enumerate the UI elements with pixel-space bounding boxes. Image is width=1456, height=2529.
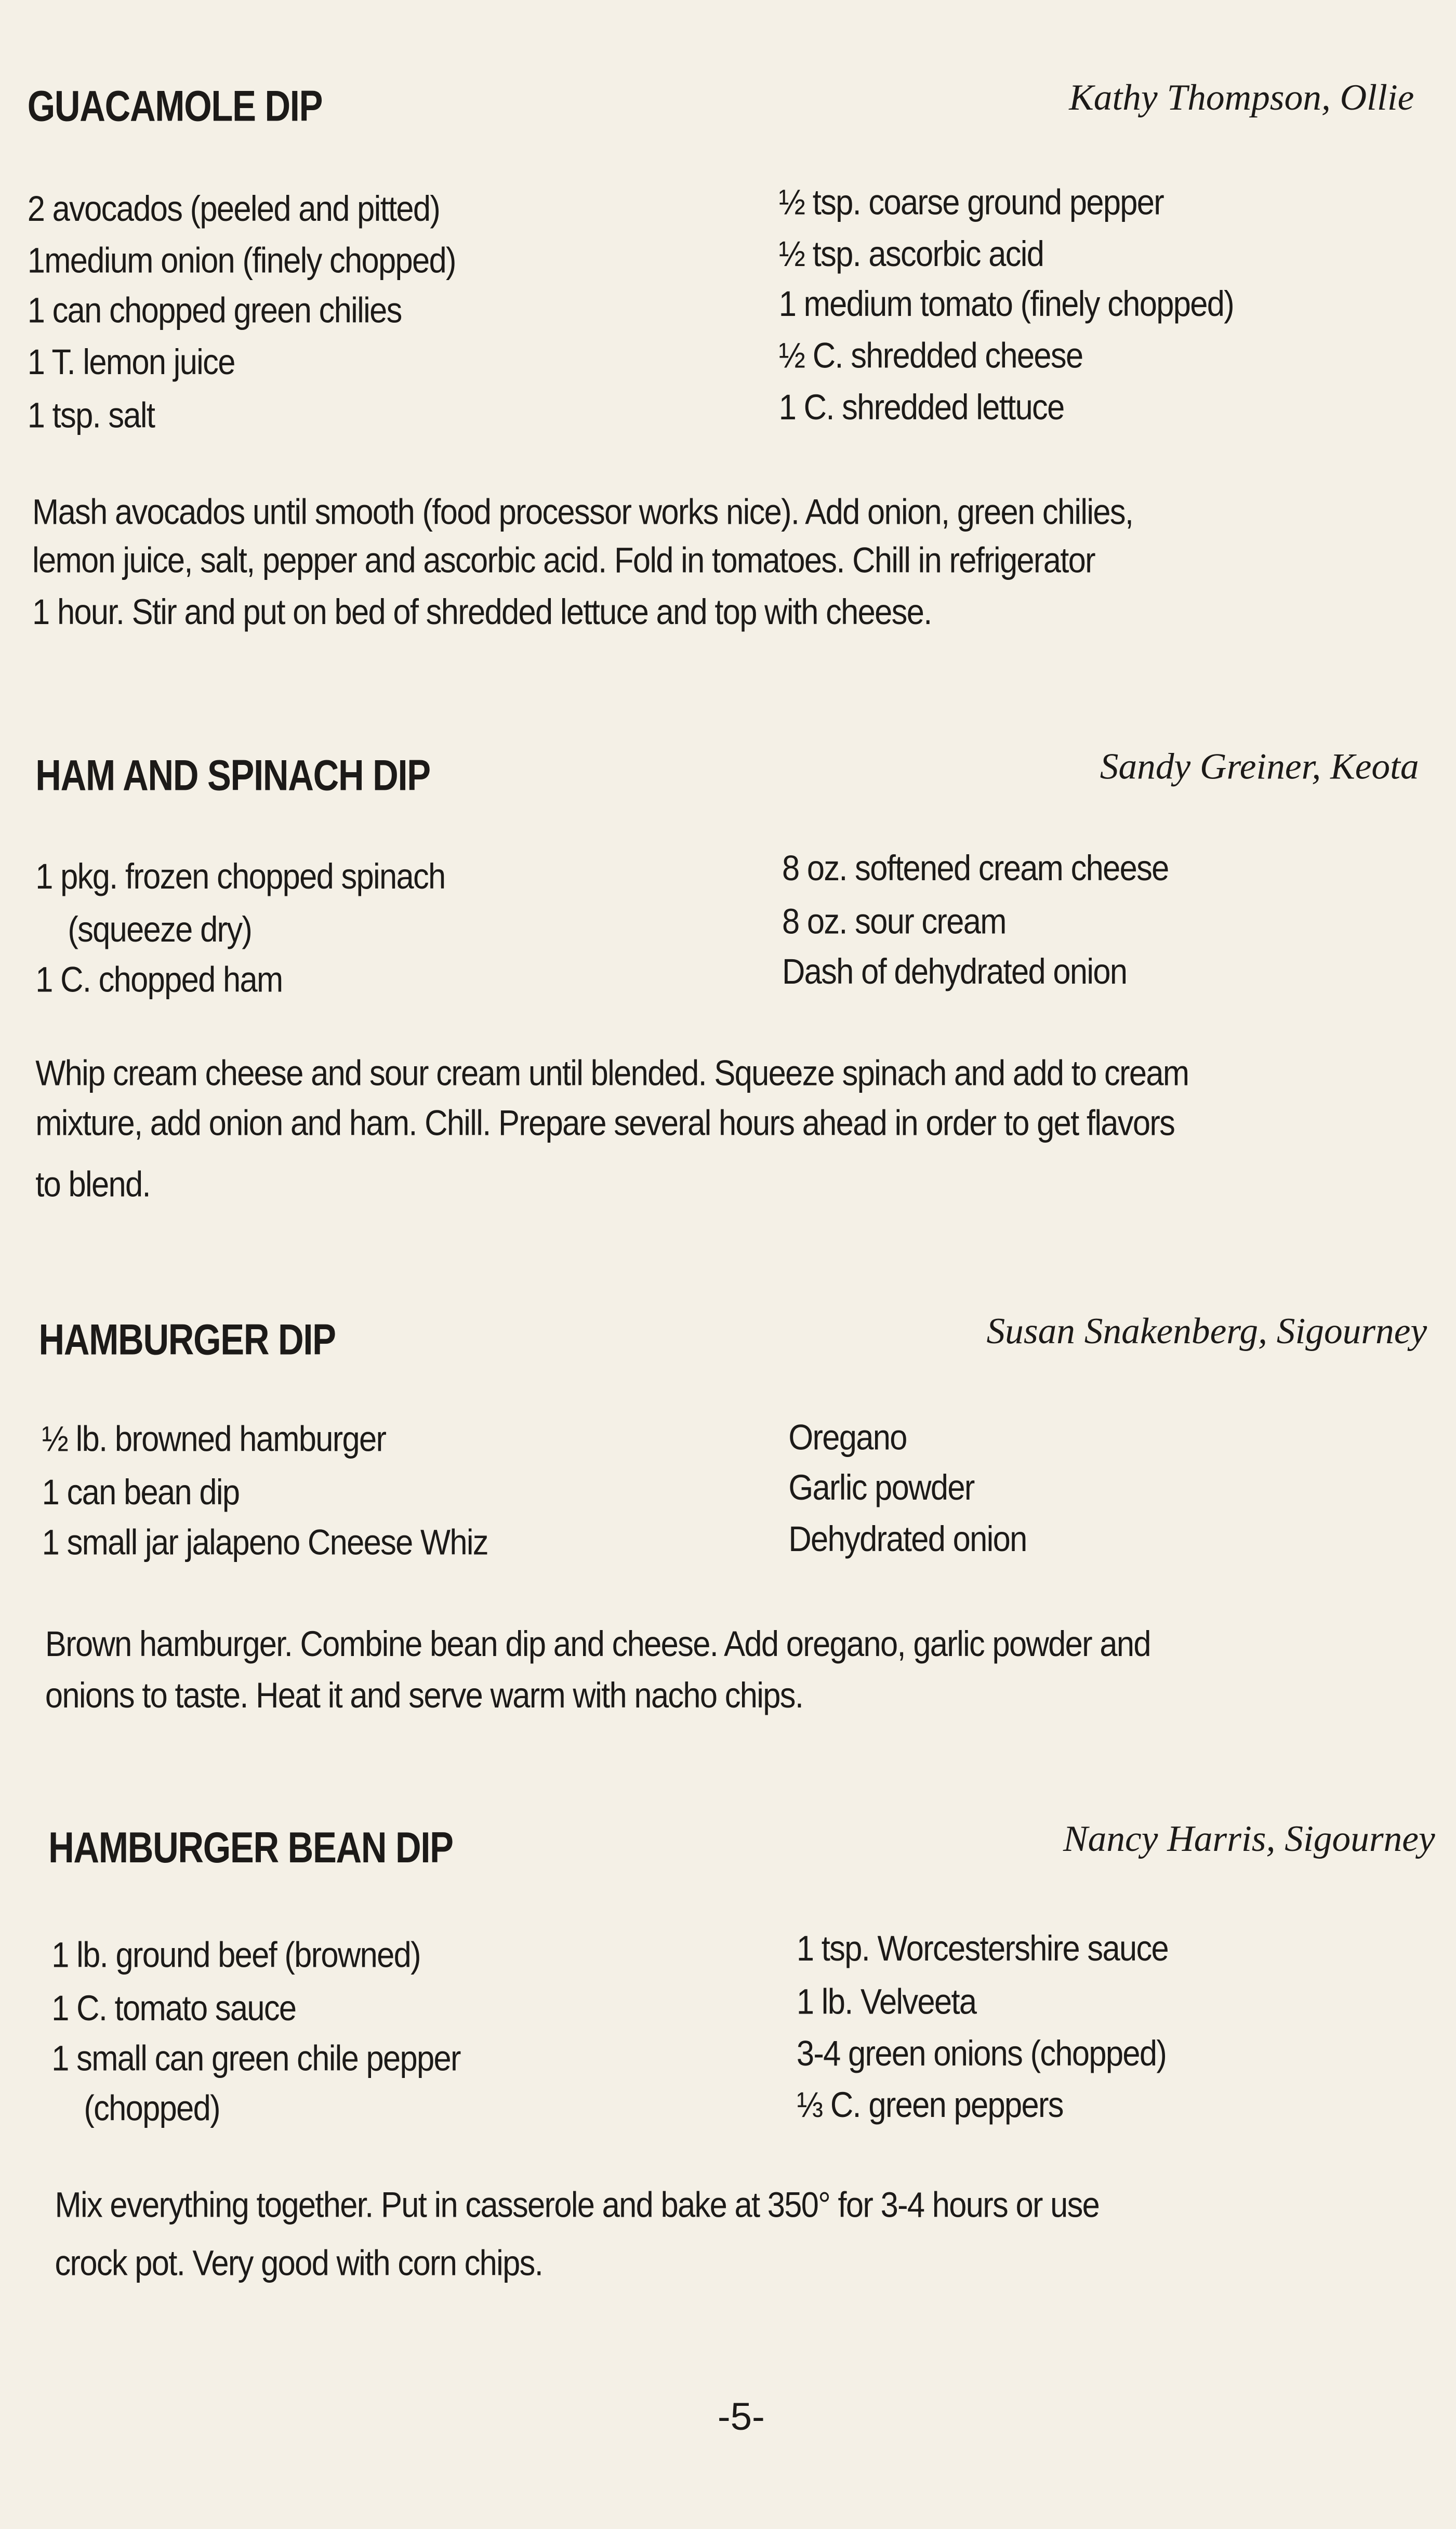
ingredient: 1 small jar jalapeno Cneese Whiz — [42, 1522, 488, 1563]
recipe-author: Nancy Harris, Sigourney — [1063, 1819, 1435, 1859]
recipe-title: HAMBURGER BEAN DIP — [48, 1823, 453, 1872]
ingredient: Dash of dehydrated onion — [782, 951, 1127, 992]
ingredient: ⅓ C. green peppers — [796, 2085, 1063, 2125]
recipe-author: Susan Snakenberg, Sigourney — [986, 1310, 1427, 1352]
instruction-line: Mash avocados until smooth (food processor works nice). Add onion, green chilies, — [32, 492, 1133, 532]
ingredient: ½ C. shredded cheese — [778, 335, 1083, 376]
ingredient: 1 can bean dip — [42, 1472, 240, 1513]
instruction-line: Brown hamburger. Combine bean dip and cheese. Add oregano, garlic powder and — [45, 1623, 1150, 1664]
instruction-line: mixture, add onion and ham. Chill. Prepare several hours ahead in order to get flavors — [35, 1103, 1175, 1144]
ingredient: 1 C. shredded lettuce — [778, 387, 1064, 428]
ingredient: 1 C. chopped ham — [35, 959, 283, 1000]
ingredient: 8 oz. sour cream — [782, 901, 1006, 942]
ingredient: Oregano — [788, 1417, 907, 1458]
ingredient: 1 small can green chile pepper — [51, 2038, 460, 2078]
ingredient: 1 lb. ground beef (browned) — [51, 1935, 420, 1976]
ingredient: ½ tsp. ascorbic acid — [778, 233, 1044, 274]
ingredient: ½ tsp. coarse ground pepper — [778, 182, 1164, 223]
ingredient: 1 tsp. salt — [27, 395, 155, 435]
instruction-line: lemon juice, salt, pepper and ascorbic acid. Fold in tomatoes. Chill in refrigerator — [32, 540, 1095, 581]
ingredient: 1 can chopped green chilies — [27, 290, 402, 331]
ingredient: 1 medium tomato (finely chopped) — [778, 284, 1234, 324]
recipe-author: Kathy Thompson, Ollie — [1069, 77, 1414, 118]
ingredient: (chopped) — [84, 2088, 220, 2128]
ingredient: 1 lb. Velveeta — [796, 1981, 976, 2022]
ingredient: 1 T. lemon juice — [27, 341, 235, 382]
ingredient: 1 C. tomato sauce — [51, 1988, 296, 2029]
ingredient: 2 avocados (peeled and pitted) — [27, 189, 440, 229]
instruction-line: to blend. — [35, 1164, 150, 1204]
ingredient: Garlic powder — [788, 1467, 974, 1508]
ingredient: Dehydrated onion — [788, 1519, 1027, 1559]
ingredient: (squeeze dry) — [68, 909, 252, 950]
instruction-line: 1 hour. Stir and put on bed of shredded lettuce and top with cheese. — [32, 591, 932, 632]
page-number: -5- — [717, 2396, 765, 2440]
ingredient: 8 oz. softened cream cheese — [782, 848, 1169, 889]
recipe-title: HAMBURGER DIP — [38, 1316, 336, 1365]
recipe-title: GUACAMOLE DIP — [27, 82, 323, 131]
recipe-author: Sandy Greiner, Keota — [1100, 746, 1419, 787]
instruction-line: Mix everything together. Put in casserole and bake at 350° for 3-4 hours or use — [55, 2184, 1100, 2226]
ingredient: 1 tsp. Worcestershire sauce — [796, 1928, 1168, 1969]
ingredient: ½ lb. browned hamburger — [42, 1419, 386, 1460]
ingredient: 3-4 green onions (chopped) — [796, 2033, 1167, 2074]
recipe-title: HAM AND SPINACH DIP — [35, 751, 430, 800]
instruction-line: Whip cream cheese and sour cream until blended. Squeeze spinach and add to cream — [35, 1053, 1189, 1093]
ingredient: 1 pkg. frozen chopped spinach — [35, 856, 445, 897]
ingredient: 1medium onion (finely chopped) — [27, 240, 456, 281]
instruction-line: crock pot. Very good with corn chips. — [55, 2243, 543, 2283]
instruction-line: onions to taste. Heat it and serve warm with nacho chips. — [45, 1675, 803, 1716]
